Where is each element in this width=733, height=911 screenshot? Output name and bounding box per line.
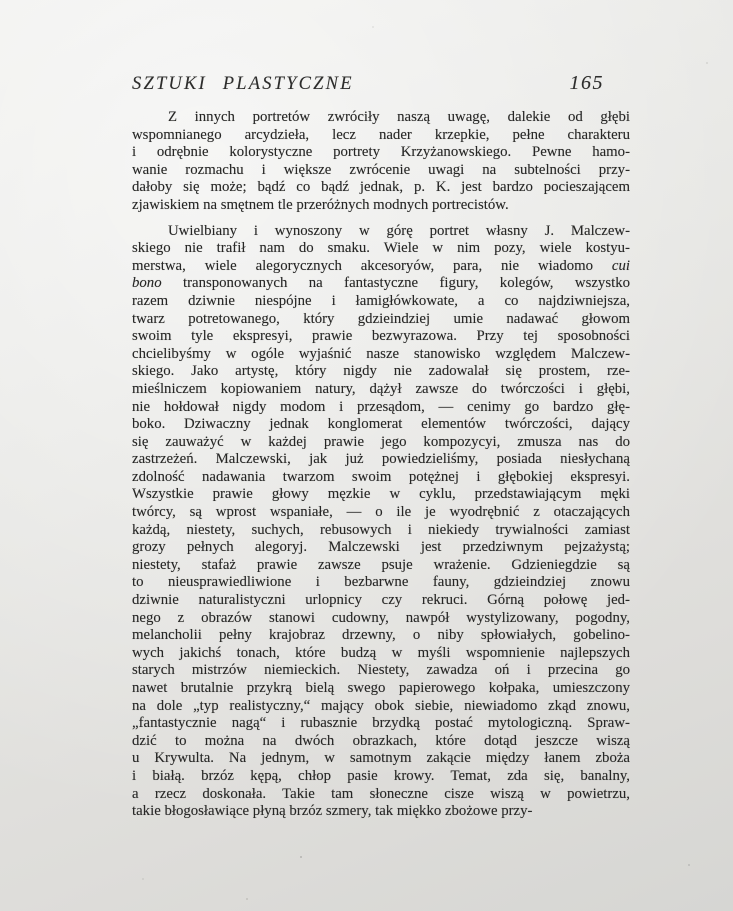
text-line: twórcy, są wprost wspaniałe, — o ile je wyodrębnić z otaczających [132,504,630,521]
text-line: razem dziwnie niespójne i łamigłówkowate, a co najdziwniejsza, [132,292,630,309]
text-line: takie błogosławiące płyną brzóz szmery, tak miękko zbożowe przy- [132,803,533,820]
text-line: grozy pełnych alegoryj. Malczewski jest przedziwnym pejzażystą; [132,539,630,556]
paragraph [132,223,630,821]
paragraph [132,109,630,215]
text-line: niestety, stafaż prawie zawsze psuje wrażenie. Gdzieniegdzie są [132,556,630,573]
text-line: na dole „typ realistyczny,“ mający obok siebie, niewiadomo zkąd znowu, [132,697,630,714]
text-line: się zauważyć w każdej prawie jego kompozycyi, zmusza nas do [132,433,630,450]
page-number: 165 [569,72,604,94]
text-line: Uwielbiany i wynoszony w górę portret własny J. Malczew- [168,222,630,239]
text-line: boko. Dziwaczny jednak konglomerat elementów twórczości, dający [132,416,630,433]
text-line: twarz potretowanego, który gdzieindziej umie nadawać głowom [132,310,630,327]
scan-speckles [0,0,2,2]
text-line: bono transponowanych na fantastyczne figury, kolegów, wszystko [132,275,630,292]
text-line: starych mistrzów niemieckich. Niestety, zawadza oń i przecina go [132,662,630,679]
text-line: zdolność nadawania twarzom swoim potężnej i głębokiej ekspresyi. [132,468,630,485]
text-line: i białą. brzóz kępą, chłop pasie krowy. Temat, zda się, banalny, [132,767,630,784]
text-line: chcielibyśmy w ogóle wyjaśnić nasze stanowisko względem Malczew- [132,345,630,362]
text-line: dałoby się może; bądź co bądź jednak, p. K. jest bardzo pocieszającem [132,179,630,196]
text-line: i odrębnie kolorystyczne portrety Krzyżanowskiego. Pewne hamo- [132,144,630,161]
text-line: Wszystkie prawie głowy męzkie w cyklu, przedstawiającym męki [132,486,630,503]
text-line: u Krywulta. Na jednym, w samotnym zakącie między łanem zboża [132,750,630,767]
text-line: wych jakichś tonach, które budzą w myśli wspomnienie najlepszych [132,644,630,661]
text-line: każdą, niestety, suchych, rebusowych i niekiedy trywialności zamiast [132,521,630,538]
text-line: zjawiskiem na smętnem tle przeróżnych modnych portrecistów. [132,196,509,213]
text-line: skiego nie trafił nam do smaku. Wiele w nim pozy, wiele kostyu- [132,240,630,257]
text-line: wanie rozmachu i większe zwrócenie uwagi na subtelności przy- [132,161,630,178]
text-line: nego z obrazów stanowi cudowny, nawpół wystylizowany, pogodny, [132,609,630,626]
section-title: SZTUKI PLASTYCZNE [132,74,354,94]
text-line: „fantastycznie nagą“ i rubasznie brzydką postać mytologiczną. Spraw- [132,715,630,732]
text-line: nie hołdował nigdy modom i przesądom, — cenimy go bardzo głę- [132,398,630,415]
text-line: a rzecz doskonała. Takie tam słoneczne cisze wiszą w powietrzu, [132,785,630,802]
text-line: zastrzeżeń. Malczewski, jak już powiedzieliśmy, posiada niesłychaną [132,451,630,468]
text-line: mieślniczem kopiowaniem natury, dążył zawsze do twórczości i głębi, [132,380,630,397]
text-line: dziwnie naturalistyczni urlopnicy czy rekruci. Górną połowę jed- [132,592,630,609]
article-body [132,109,630,821]
page-header [132,72,630,95]
text-line: skiego. Jako artystę, który nigdy nie zadowalał się prostem, rze- [132,363,630,380]
text-line: melancholii pełny krajobraz drzewny, o niby spłowiałych, gobelino- [132,627,630,644]
text-line: dzić to można na dwóch obrazkach, które dotąd jeszcze wiszą [132,732,630,749]
text-line: to nieusprawiedliwione i bezbarwne fauny, gdzieindziej znowu [132,574,630,591]
text-line: wspomnianego arcydzieła, lecz nader krzepkie, pełne charakteru [132,126,630,143]
text-line: Z innych portretów zwróciły naszą uwagę, dalekie od głębi [168,109,630,125]
text-line: swoim tyle ekspresyi, prawie bezwyrazowa. Przy tej sposobności [132,328,630,345]
text-line: nawet brutalnie przykrą bielą swego papierowego kołpaka, umieszczony [132,680,630,696]
text-line: merstwa, wiele alegorycznych akcesoryów, para, nie wiadomo cui [132,257,630,274]
